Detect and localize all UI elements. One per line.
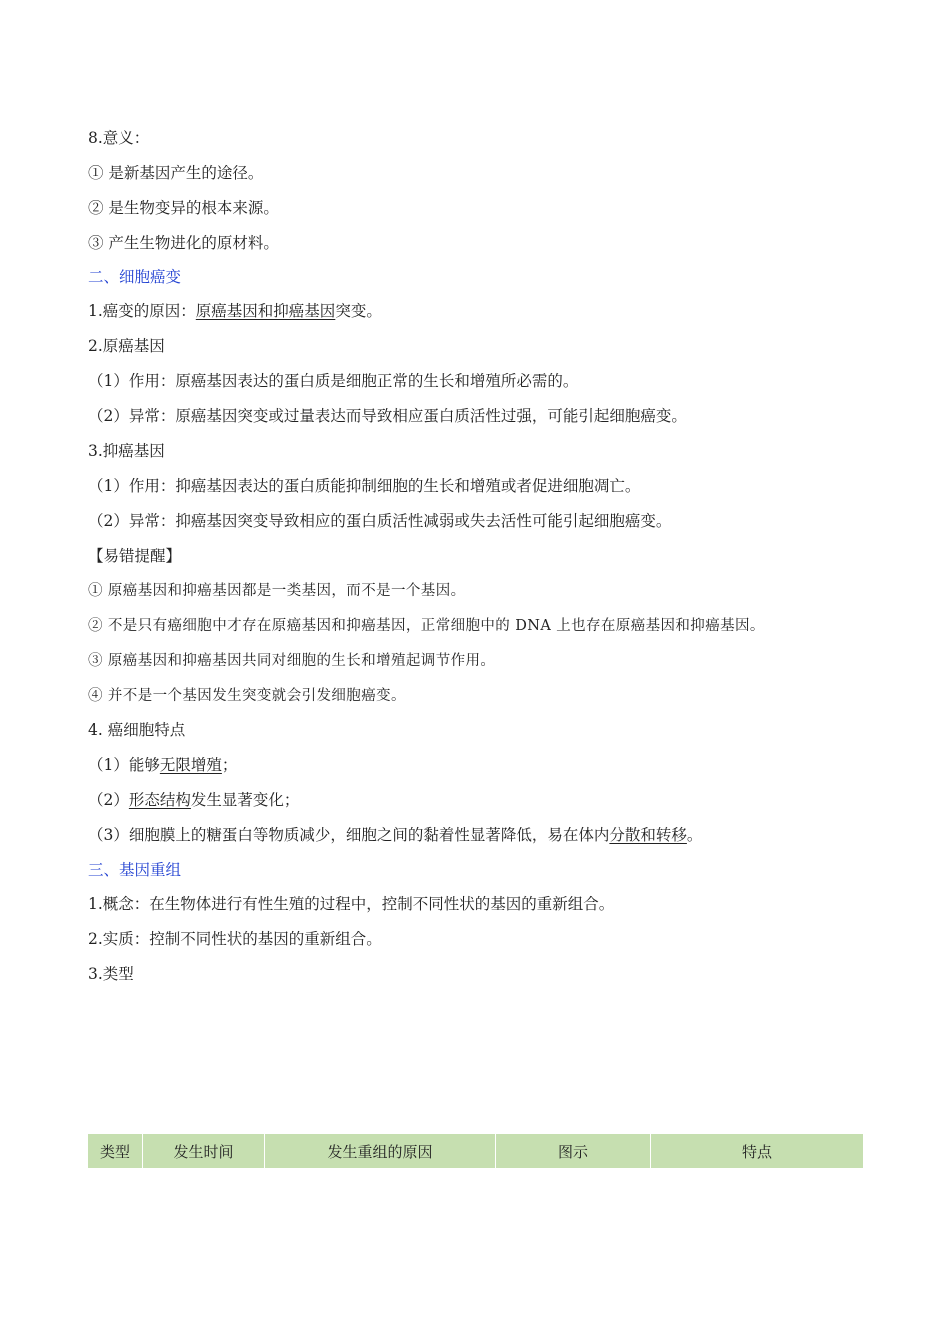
- feature-1-key: 无限增殖: [159, 756, 222, 774]
- proto-oncogene-title: 2.原癌基因: [88, 337, 165, 355]
- meaning-item-1: ① 是新基因产生的途径。: [88, 164, 264, 182]
- feature-1-prefix: （1）能够: [88, 756, 160, 774]
- table-header-time: 发生时间: [143, 1134, 265, 1169]
- cancer-cell-features-title: 4. 癌细胞特点: [88, 721, 186, 739]
- suppressor-gene-abnormal: （2）异常：抑癌基因突变导致相应的蛋白质活性减弱或失去活性可能引起细胞癌变。: [88, 512, 672, 530]
- section-heading-recombination: 三、基因重组: [88, 861, 182, 879]
- feature-2-key: 形态结构: [128, 791, 191, 809]
- feature-3: [88, 824, 702, 846]
- recombination-types-title: 3.类型: [88, 965, 134, 983]
- meaning-title: 8.意义：: [88, 129, 150, 147]
- feature-3-prefix: （3）细胞膜上的糖蛋白等物质减少，细胞之间的黏着性显著降低，易在体内: [88, 826, 610, 844]
- recombination-concept: 1.概念：在生物体进行有性生殖的过程中，控制不同性状的基因的重新组合。: [88, 895, 615, 913]
- table-header-row: [88, 1134, 864, 1169]
- feature-2-prefix: （2）: [88, 791, 129, 809]
- feature-1: [88, 754, 237, 776]
- suppressor-gene-title: 3.抑癌基因: [88, 442, 165, 460]
- feature-2-suffix: 发生显著变化；: [190, 791, 300, 809]
- table-header-diagram: 图示: [496, 1134, 651, 1169]
- feature-2: [88, 789, 299, 811]
- proto-oncogene-function: （1）作用：原癌基因表达的蛋白质是细胞正常的生长和增殖所必需的。: [88, 372, 579, 390]
- table-header-feature: 特点: [651, 1134, 864, 1169]
- cancer-cause-suffix: 突变。: [335, 302, 382, 320]
- suppressor-gene-function: （1）作用：抑癌基因表达的蛋白质能抑制细胞的生长和增殖或者促进细胞凋亡。: [88, 477, 641, 495]
- feature-1-suffix: ；: [221, 756, 238, 774]
- tip-item-3: ③ 原癌基因和抑癌基因共同对细胞的生长和增殖起调节作用。: [88, 653, 496, 669]
- cancer-cause-genes: 原癌基因和抑癌基因: [195, 302, 336, 320]
- table-header-cause: 发生重组的原因: [265, 1134, 496, 1169]
- section-heading-cancer: 二、细胞癌变: [88, 268, 182, 286]
- meaning-item-2: ② 是生物变异的根本来源。: [88, 199, 279, 217]
- table-header-type: 类型: [88, 1134, 143, 1169]
- proto-oncogene-abnormal: （2）异常：原癌基因突变或过量表达而导致相应蛋白质活性过强，可能引起细胞癌变。: [88, 407, 687, 425]
- feature-3-key: 分散和转移: [609, 826, 687, 844]
- cancer-cause-prefix: 1.癌变的原因：: [88, 302, 196, 320]
- tip-item-2: ② 不是只有癌细胞中才存在原癌基因和抑癌基因，正常细胞中的 DNA 上也存在原癌基因和抑癌基因。: [88, 618, 765, 634]
- cancer-cause: [88, 300, 382, 322]
- tip-item-4: ④ 并不是一个基因发生突变就会引发细胞癌变。: [88, 688, 406, 704]
- feature-3-suffix: 。: [686, 826, 703, 844]
- meaning-item-3: ③ 产生生物进化的原材料。: [88, 234, 279, 252]
- recombination-types-table: [87, 1133, 864, 1169]
- tip-item-1: ① 原癌基因和抑癌基因都是一类基因，而不是一个基因。: [88, 583, 466, 599]
- tips-title: 【易错提醒】: [88, 547, 182, 565]
- recombination-essence: 2.实质：控制不同性状的基因的重新组合。: [88, 930, 382, 948]
